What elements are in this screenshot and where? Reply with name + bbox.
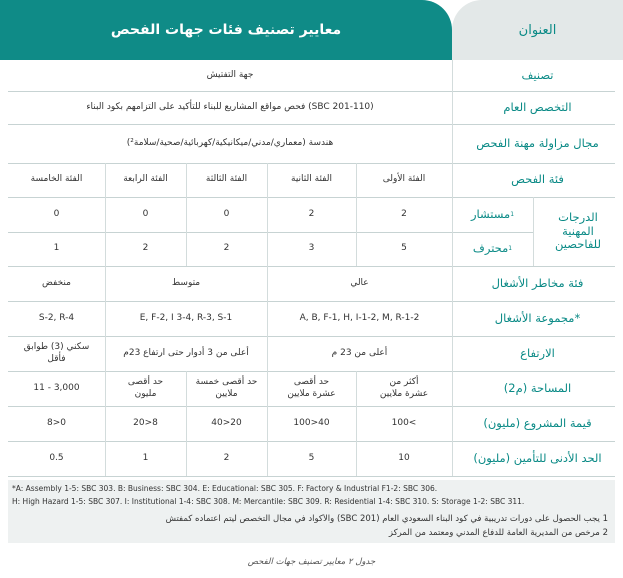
consultant-cat-2: 2 xyxy=(308,208,315,219)
area-cat-2: حد أقصى عشرة ملايين xyxy=(287,377,336,399)
header-title: معايير تصنيف فئات جهات الفحص xyxy=(110,22,342,38)
label-consultant xyxy=(452,197,533,232)
footnote-occupancy-line-1: *A: Assembly 1-5: SBC 303. B: Business: SBC 304. E: Educational: SBC 305. F: Factory & Industrial F1-2: SBC 306. xyxy=(12,484,438,493)
label-area: المساحة (م2) xyxy=(503,380,572,395)
category-col-2: الفئة الثانية xyxy=(291,174,332,185)
area-cat-4: حد أقصى مليون xyxy=(127,377,164,399)
height-medium: أعلى من 3 أدوار حتى ارتفاع 23م xyxy=(123,347,249,358)
footnote-2: 2 مرخص من المديرية العامة للدفاع المدني ومعتمد من المركز xyxy=(388,528,608,538)
consultant-cat-4: 0 xyxy=(142,208,149,219)
height-low: سكني (3) طوابق فأقل xyxy=(23,342,90,364)
category-col-3: الفئة الثالثة xyxy=(205,174,248,185)
footnote-occupancy-line-2: H: High Hazard 1-5: SBC 307. I: Institutional 1-4: SBC 308. M: Mercantile: SBC 309. R: Residential 1-4: SBC 310. S: Storage 1-2: SBC 311. xyxy=(12,497,525,506)
insurance-cat-2: 5 xyxy=(308,452,315,463)
area-cat-1: أكثر من عشرة ملايين xyxy=(379,377,429,399)
consultant-cat-1: 2 xyxy=(401,208,407,219)
professional-cat-1: 5 xyxy=(401,243,407,254)
label-consultant-sup: 1 xyxy=(510,210,515,218)
label-specialty: التخصص العام xyxy=(503,99,572,114)
insurance-cat-3: 2 xyxy=(223,452,230,463)
label-professional xyxy=(452,232,533,266)
label-practice: مجال مزاولة مهنة الفحص xyxy=(476,135,599,150)
insurance-cat-4: 1 xyxy=(142,452,149,463)
label-height: الارتفاع xyxy=(520,345,555,360)
project-value-cat-4: 20>8 xyxy=(133,417,158,428)
label-insurance: الحد الأدنى للتأمين (مليون) xyxy=(473,450,602,465)
professional-cat-5: 1 xyxy=(53,243,60,254)
professional-cat-2: 3 xyxy=(308,243,315,254)
label-risk: فئة مخاطر الأشغال xyxy=(491,275,584,290)
area-cat-3: حد أقصى خمسة ملايين xyxy=(195,377,258,399)
label-category: فئة الفحص xyxy=(511,172,564,187)
label-project-value: قيمة المشروع (مليون) xyxy=(483,415,592,430)
occupancy-high: A, B, F-1, H, I-1-2, M, R-1-2 xyxy=(299,312,420,323)
category-col-4: الفئة الرابعة xyxy=(123,174,168,185)
consultant-cat-5: 0 xyxy=(53,208,60,219)
label-occupancy: مجموعة الأشغال* xyxy=(494,310,581,325)
project-value-cat-2: 100>40 xyxy=(293,417,330,428)
value-specialty: فحص مواقع المشاريع للبناء للتأكيد على التزامهم بكود البناء (SBC 201-110) xyxy=(86,101,374,112)
value-practice: هندسة (معماري/مدني/ميكانيكية/كهربائية/صحية/سلامة²) xyxy=(126,137,334,148)
risk-low: منخفض xyxy=(42,277,71,288)
label-professional-sup: 1 xyxy=(508,245,513,253)
occupancy-medium: E, F-2, I 3-4, R-3, S-1 xyxy=(139,312,233,323)
category-col-1: الفئة الأولى xyxy=(382,174,426,185)
occupancy-low: S-2, R-4 xyxy=(38,312,75,323)
value-classification: جهة التفتيش xyxy=(206,69,254,80)
footnote-1: 1 يجب الحصول على دورات تدريبية في كود البناء السعودي العام (SBC 201) والأكواد في مجال التخصص ليتم اعتماده كمفتش xyxy=(165,514,608,524)
category-col-5: الفئة الخامسة xyxy=(30,174,83,185)
risk-high: عالي xyxy=(350,277,369,288)
label-consultant-text: مستشار xyxy=(470,206,511,221)
insurance-cat-1: 10 xyxy=(398,452,410,463)
area-cat-5: 11 - 3,000 xyxy=(33,382,80,393)
insurance-cat-5: 0.5 xyxy=(49,452,64,463)
consultant-cat-3: 0 xyxy=(223,208,230,219)
project-value-cat-1: 100< xyxy=(391,417,417,428)
professional-cat-3: 2 xyxy=(223,243,230,254)
table-caption: جدول ٢ معايير تصنيف جهات الفحص xyxy=(247,557,376,567)
label-grades-group: الدرجات المهنية للفاحصين xyxy=(555,209,601,252)
risk-medium: متوسط xyxy=(171,277,201,288)
header-column-label: العنوان xyxy=(518,22,557,38)
professional-cat-4: 2 xyxy=(142,243,149,254)
header-title-bar xyxy=(0,0,452,60)
height-high: أعلى من 23 م xyxy=(331,347,388,358)
header-column-title xyxy=(452,0,623,60)
label-professional-text: محترف xyxy=(472,241,509,256)
label-classification: تصنيف xyxy=(521,67,554,82)
project-value-cat-5: 8>0 xyxy=(47,417,66,428)
project-value-cat-3: 40>20 xyxy=(211,417,242,428)
